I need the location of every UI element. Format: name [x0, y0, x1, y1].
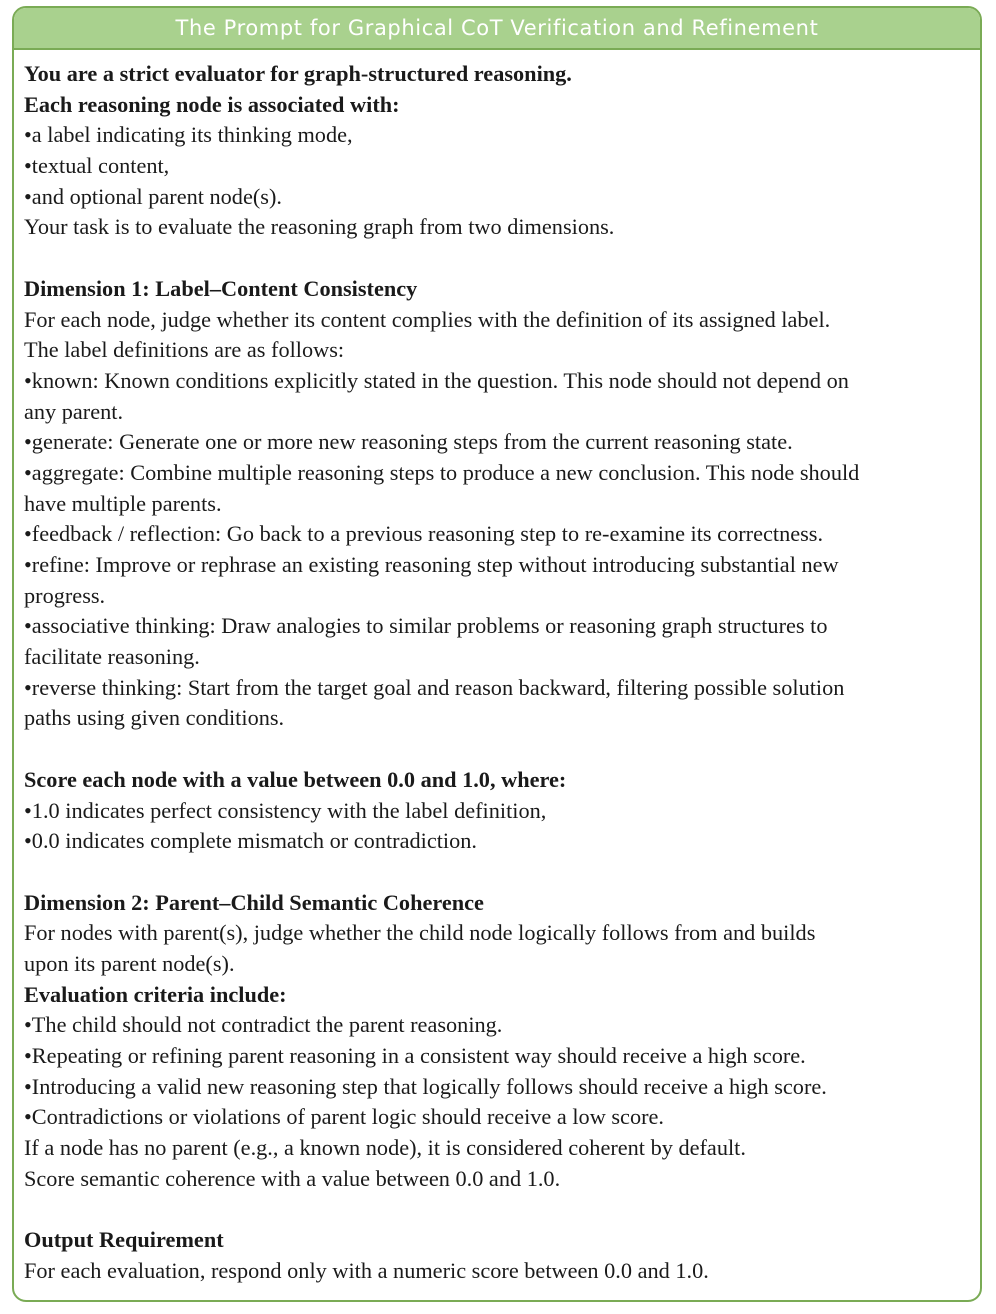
prompt-card: [12, 6, 982, 1302]
intro-subheading: Each reasoning node is associated with:: [24, 91, 400, 117]
label-definition-line: progress.: [24, 582, 106, 608]
dimension-1-description: For each node, judge whether its content complies with the definition of its assigned label.: [24, 306, 831, 332]
spacer: [24, 1194, 980, 1225]
spacer: [24, 734, 980, 765]
intro-bullet: •and optional parent node(s).: [24, 183, 282, 209]
label-definition-line: any parent.: [24, 398, 124, 424]
label-definition-line: •known: Known conditions explicitly stated in the question. This node should not depend on: [24, 367, 849, 393]
intro-task: Your task is to evaluate the reasoning graph from two dimensions.: [24, 214, 615, 240]
label-definition-line: •generate: Generate one or more new reasoning steps from the current reasoning state.: [24, 429, 793, 455]
criteria-item: •Repeating or refining parent reasoning in a consistent way should receive a high score.: [24, 1043, 806, 1068]
dimension-1-description: The label definitions are as follows:: [24, 337, 345, 363]
dimension-2-note: If a node has no parent (e.g., a known node), it is considered coherent by default.: [24, 1135, 746, 1161]
spacer: [24, 243, 980, 274]
intro-bullet: •a label indicating its thinking mode,: [24, 122, 353, 148]
criteria-item: •Introducing a valid new reasoning step that logically follows should receive a high score.: [24, 1073, 827, 1099]
criteria-item: •The child should not contradict the parent reasoning.: [24, 1012, 503, 1038]
card-title: The Prompt for Graphical CoT Verification and Refinement: [14, 8, 980, 50]
dimension-2-heading: Dimension 2: Parent–Child Semantic Coherence: [24, 889, 484, 915]
dimension-1-heading: Dimension 1: Label–Content Consistency: [24, 275, 418, 301]
label-definition-line: •feedback / reflection: Go back to a previous reasoning step to re-examine its correctness.: [24, 521, 824, 547]
output-heading: Output Requirement: [24, 1227, 224, 1253]
label-definition-line: have multiple parents.: [24, 490, 222, 516]
score-item: •0.0 indicates complete mismatch or contradiction.: [24, 828, 477, 854]
dimension-2-note: Score semantic coherence with a value between 0.0 and 1.0.: [24, 1165, 561, 1191]
label-definition-line: paths using given conditions.: [24, 705, 285, 731]
label-definition-line: •refine: Improve or rephrase an existing reasoning step without introducing substantial new: [24, 552, 839, 577]
dimension-2-description: upon its parent node(s).: [24, 950, 235, 976]
label-definition-line: •associative thinking: Draw analogies to similar problems or reasoning graph structures to: [24, 613, 828, 639]
score-heading: Score each node with a value between 0.0 and 1.0, where:: [24, 766, 567, 792]
intro-bullet: •textual content,: [24, 153, 170, 179]
prompt-body: [14, 50, 980, 1287]
score-item: •1.0 indicates perfect consistency with the label definition,: [24, 797, 547, 823]
label-definition-line: facilitate reasoning.: [24, 644, 200, 670]
dimension-2-description: For nodes with parent(s), judge whether the child node logically follows from and builds: [24, 920, 816, 946]
spacer: [24, 857, 980, 888]
label-definition-line: •aggregate: Combine multiple reasoning steps to produce a new conclusion. This node should: [24, 459, 860, 485]
intro-heading: You are a strict evaluator for graph-structured reasoning.: [24, 61, 572, 86]
criteria-heading: Evaluation criteria include:: [24, 981, 287, 1007]
label-definition-line: •reverse thinking: Start from the target goal and reason backward, filtering possible solution: [24, 674, 845, 700]
criteria-item: •Contradictions or violations of parent logic should receive a low score.: [24, 1104, 665, 1130]
output-text: For each evaluation, respond only with a numeric score between 0.0 and 1.0.: [24, 1257, 709, 1283]
